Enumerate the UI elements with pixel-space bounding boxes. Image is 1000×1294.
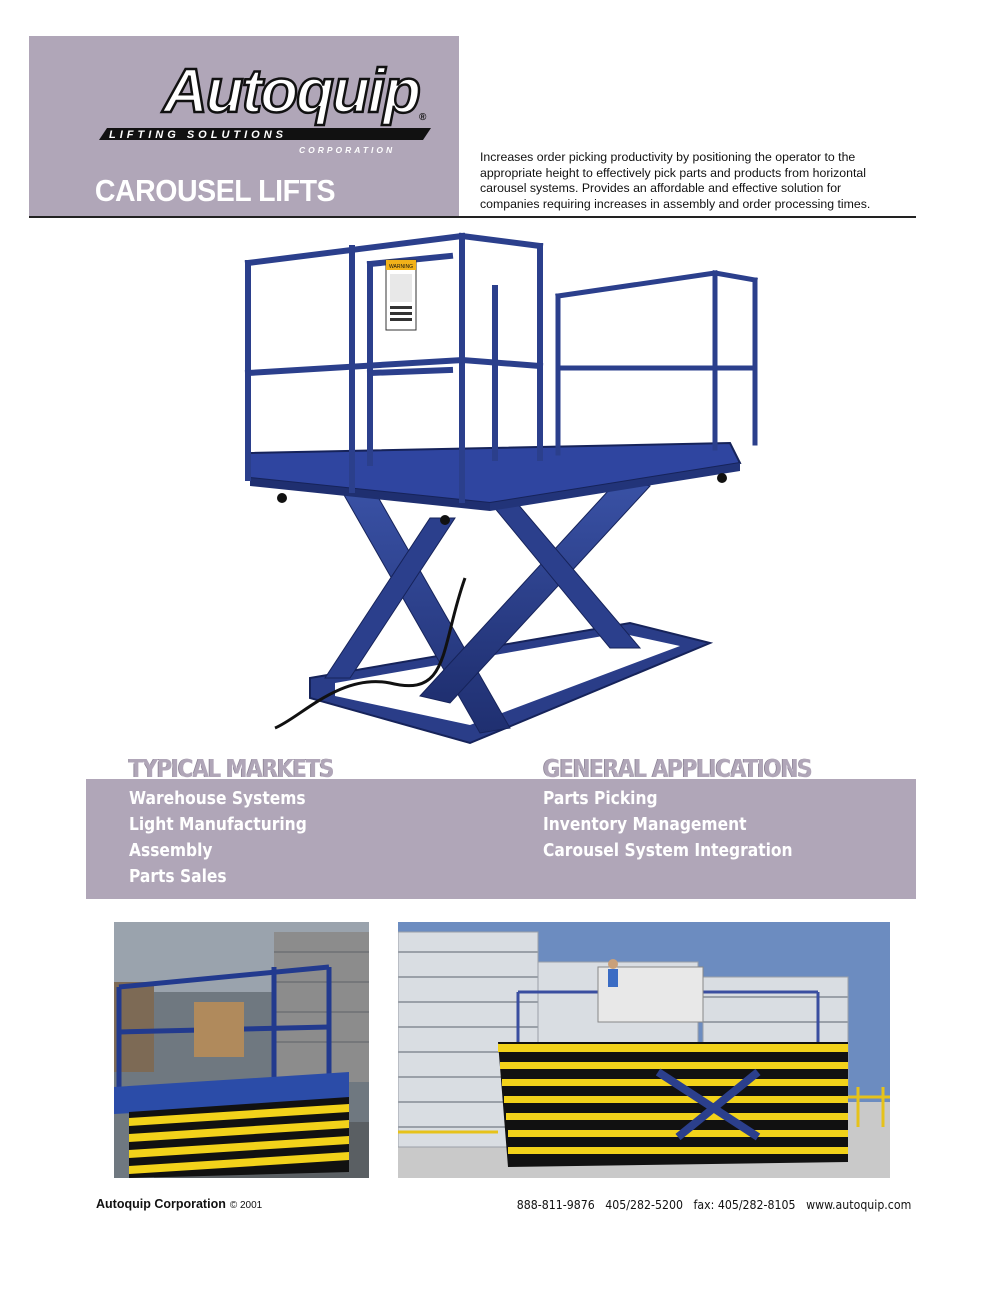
warehouse-lift-photo: [114, 922, 369, 1178]
warning-label-text: WARNING: [389, 264, 413, 270]
list-item: Carousel System Integration: [543, 840, 793, 861]
list-item: Light Manufacturing: [129, 814, 307, 835]
list-item: Inventory Management: [543, 814, 747, 835]
copyright: © 2001: [229, 1200, 263, 1211]
logo-corporation: CORPORATION: [299, 145, 396, 155]
intro-paragraph: Increases order picking productivity by positioning the operator to the appropriate height to effectively pick parts and products from horizontal carousel systems. Provides an affordable and effective solution for companies requiring increases in assembly and order processing times.: [480, 150, 871, 211]
list-item: Parts Sales: [129, 866, 227, 887]
list-item: Parts Picking: [543, 788, 658, 809]
fax-number: fax: 405/282-8105: [693, 1197, 796, 1212]
list-item: Warehouse Systems: [129, 788, 306, 809]
general-applications-heading: GENERAL APPLICATIONS: [543, 754, 812, 783]
company-name: Autoquip Corporation: [96, 1197, 226, 1211]
footer-company: [96, 1197, 262, 1211]
list-item: Assembly: [129, 840, 213, 861]
logo-tagline: LIFTING SOLUTIONS: [109, 129, 287, 141]
carousel-system-rendering: [398, 922, 890, 1178]
logo-wordmark: Autoquip: [163, 57, 420, 126]
typical-markets-heading: TYPICAL MARKETS: [129, 754, 334, 783]
typical-markets-list: [129, 786, 336, 890]
general-applications-list: [543, 786, 833, 864]
footer-contact: [506, 1197, 911, 1212]
website-link[interactable]: www.autoquip.com: [805, 1197, 911, 1212]
phone-local: 405/282-5200: [604, 1197, 683, 1212]
phone-tollfree: 888-811-9876: [516, 1197, 595, 1212]
carousel-lift-illustration: [240, 228, 770, 748]
product-title: CAROUSEL LIFTS: [94, 173, 336, 208]
logo-registered-mark: ®: [419, 112, 427, 123]
header-divider: [29, 216, 916, 218]
